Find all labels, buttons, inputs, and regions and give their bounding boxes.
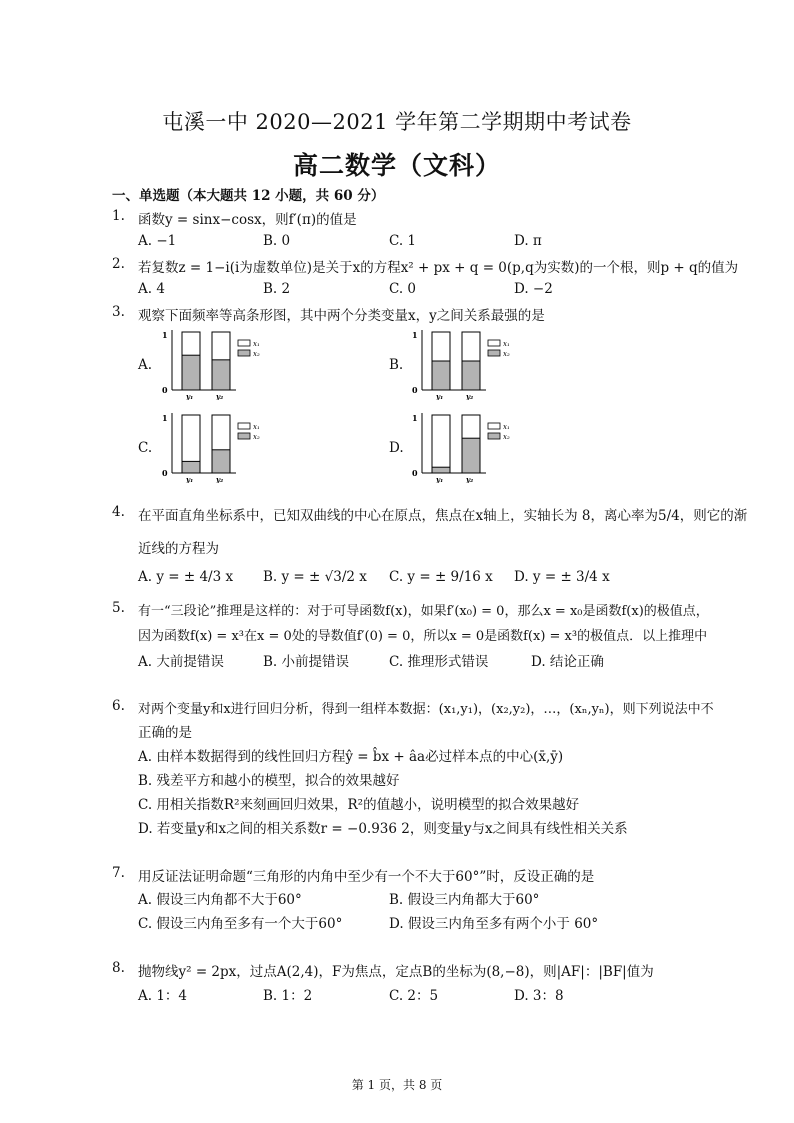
tick-label-bottom: 0 [162, 468, 168, 478]
question-stem: 函数y = sinx−cosx，则f′(π)的值是 [138, 212, 357, 228]
option-c: C. 2：5 [389, 988, 439, 1004]
tick-label-top: 1 [162, 330, 168, 340]
question-number: 5. [112, 600, 125, 616]
question-stem: 在平面直角坐标系中，已知双曲线的中心在原点，焦点在x轴上，实轴长为 8，离心率为5/4，则它的渐 [138, 508, 748, 524]
tick-label-bottom: 0 [412, 385, 418, 395]
option-a: A. 假设三内角都不大于60° [138, 892, 302, 908]
tick-label-top: 1 [412, 330, 418, 340]
legend-swatch-x1 [238, 423, 250, 429]
tick-label-top: 1 [412, 413, 418, 423]
option-a: A. y = ± 4/3 x [138, 569, 234, 585]
bar-x2 [432, 467, 450, 473]
legend-label-x1: x₁ [253, 423, 260, 431]
chart-d [408, 411, 528, 483]
legend-label-x2: x₂ [503, 350, 510, 358]
option-b: B. 0 [263, 233, 291, 249]
question-number: 8. [112, 960, 125, 976]
legend-swatch-x2 [238, 433, 250, 439]
question-stem: 有一“三段论”推理是这样的：对于可导函数f(x)，如果f′(x₀) = 0，那么x = x₀是函数f(x)的极值点， [138, 604, 709, 619]
question-stem: 抛物线y² = 2px，过点A(2,4)，F为焦点，定点B的坐标为(8,−8)，则|AF|：|BF|值为 [138, 964, 654, 980]
question-stem: 对两个变量y和x进行回归分析，得到一组样本数据：(x₁,y₁)，(x₂,y₂)，…，(xₙ,yₙ)，则下列说法中不 [138, 702, 714, 717]
option-a: A. 大前提错误 [138, 654, 224, 670]
section-heading: 一、单选题（本大题共 12 小题，共 60 分） [112, 188, 385, 204]
question-number: 6. [112, 698, 125, 714]
subject-title: 高二数学（文科） [292, 151, 501, 180]
option-c: C. 推理形式错误 [389, 654, 489, 670]
bar-x2 [432, 361, 450, 390]
category-label: y₁ [436, 392, 444, 400]
category-label: y₂ [216, 475, 224, 483]
question-stem-cont: 因为函数f(x) = x³在x = 0处的导数值f′(0) = 0，所以x = 0是函数f(x) = x³的极值点．以上推理中 [138, 629, 708, 644]
bar-x2 [182, 461, 200, 473]
option-a: A. 1：4 [138, 988, 188, 1004]
legend-label-x2: x₂ [253, 433, 260, 441]
exam-title: 屯溪一中 2020—2021 学年第二学期期中考试卷 [162, 110, 632, 134]
tick-label-top: 1 [162, 413, 168, 423]
page-footer: 第 1 页，共 8 页 [351, 1078, 443, 1092]
option-b: B. 2 [263, 281, 291, 297]
option-c: C. 1 [389, 233, 417, 249]
question-stem: 若复数z = 1−i(i为虚数单位)是关于x的方程x² + px + q = 0(p,q为实数)的一个根，则p + q的值为 [138, 260, 739, 276]
tick-label-bottom: 0 [162, 385, 168, 395]
legend-swatch-x1 [488, 423, 500, 429]
category-label: y₁ [436, 475, 444, 483]
option-b: B. y = ± √3/2 x [263, 569, 367, 585]
bar-x2 [462, 361, 480, 390]
option-d: D. 结论正确 [531, 654, 604, 670]
option-d: D. [389, 440, 404, 456]
option-d: D. −2 [514, 281, 553, 297]
category-label: y₂ [466, 475, 474, 483]
option-a: A. 由样本数据得到的线性回归方程ŷ = b̂x + âa必过样本点的中心(x̄,ȳ) [138, 749, 564, 765]
option-c: C. 假设三内角至多有一个大于60° [138, 916, 343, 932]
tick-label-bottom: 0 [412, 468, 418, 478]
option-b: B. [389, 357, 404, 373]
option-b: B. 1：2 [263, 988, 313, 1004]
option-a: A. [138, 357, 153, 373]
bar-x2 [212, 360, 230, 390]
bar-x2 [182, 355, 200, 390]
question-stem: 用反证法证明命题“三角形的内角中至少有一个不大于60°”时，反设正确的是 [138, 869, 595, 885]
option-b: B. 小前提错误 [263, 654, 350, 670]
option-d: D. 若变量y和x之间的相关系数r = −0.936 2，则变量y与x之间具有线性相关关系 [138, 821, 628, 837]
option-b: B. 残差平方和越小的模型，拟合的效果越好 [138, 773, 400, 789]
category-label: y₂ [466, 392, 474, 400]
legend-label-x1: x₁ [503, 423, 510, 431]
chart-a [158, 328, 278, 400]
option-a: A. −1 [138, 233, 177, 249]
chart-c [158, 411, 278, 483]
option-d: D. y = ± 3/4 x [514, 569, 610, 585]
question-number: 7. [112, 865, 125, 881]
question-number: 4. [112, 504, 125, 520]
question-stem-cont: 正确的是 [138, 725, 192, 741]
option-d: D. 假设三内角至多有两个小于 60° [389, 916, 599, 932]
question-number: 1. [112, 208, 125, 224]
option-a: A. 4 [138, 281, 165, 297]
legend-swatch-x1 [238, 340, 250, 346]
option-c: C. 0 [389, 281, 417, 297]
option-d: D. π [514, 233, 542, 249]
bar-x2 [462, 438, 480, 473]
question-number: 3. [112, 304, 125, 320]
legend-label-x1: x₁ [253, 340, 260, 348]
legend-swatch-x2 [488, 350, 500, 356]
question-stem-cont: 近线的方程为 [138, 541, 219, 557]
question-stem: 观察下面频率等高条形图，其中两个分类变量x，y之间关系最强的是 [138, 308, 545, 324]
bar-x2 [212, 450, 230, 473]
option-b: B. 假设三内角都大于60° [389, 892, 540, 908]
legend-swatch-x2 [488, 433, 500, 439]
chart-b [408, 328, 528, 400]
legend-swatch-x1 [488, 340, 500, 346]
legend-label-x1: x₁ [503, 340, 510, 348]
option-c: C. 用相关指数R²来刻画回归效果，R²的值越小，说明模型的拟合效果越好 [138, 797, 580, 813]
category-label: y₁ [186, 475, 194, 483]
category-label: y₂ [216, 392, 224, 400]
legend-label-x2: x₂ [503, 433, 510, 441]
category-label: y₁ [186, 392, 194, 400]
option-c: C. y = ± 9/16 x [389, 569, 493, 585]
bar-x1 [432, 415, 450, 473]
legend-label-x2: x₂ [253, 350, 260, 358]
option-c: C. [138, 440, 153, 456]
option-d: D. 3：8 [514, 988, 564, 1004]
legend-swatch-x2 [238, 350, 250, 356]
question-number: 2. [112, 256, 125, 272]
